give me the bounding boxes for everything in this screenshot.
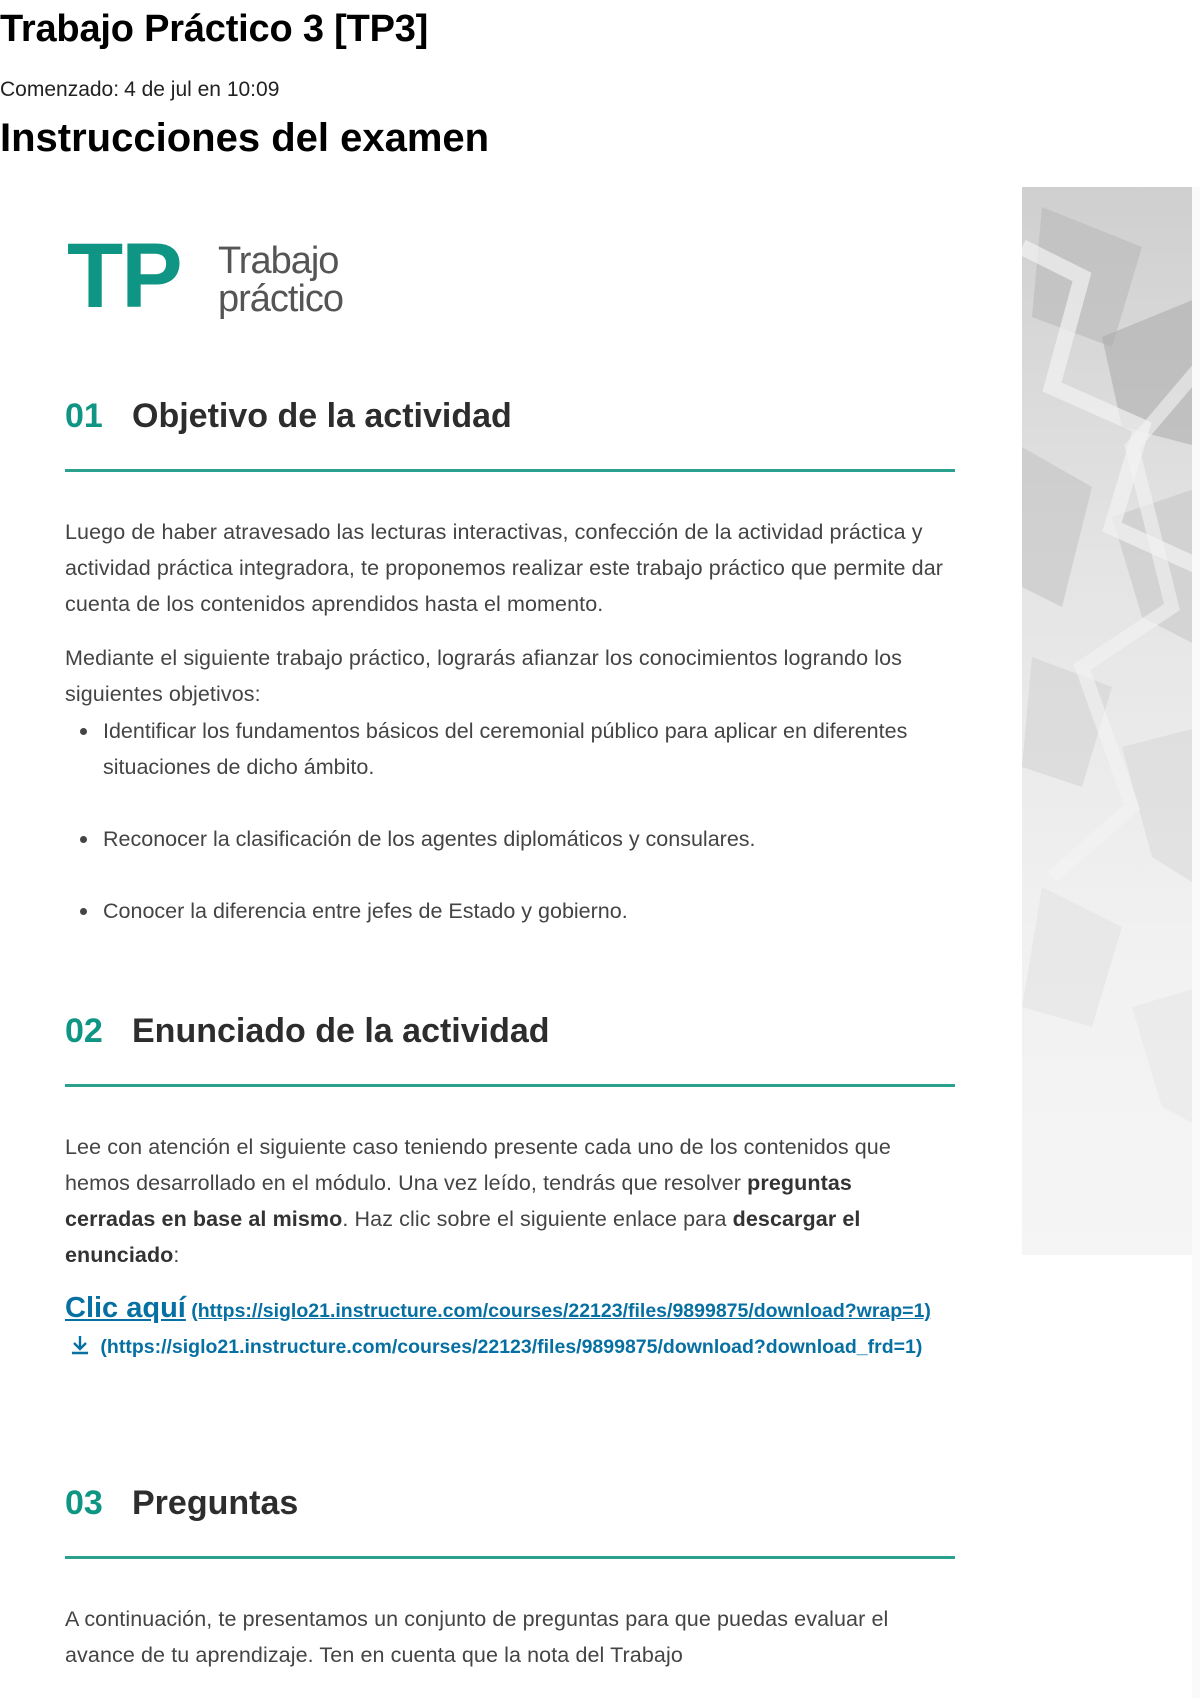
started-info [0, 78, 279, 102]
text-run: . Haz clic sobre el siguiente enlace para [342, 1207, 733, 1231]
bold-text: descargar el enunciado [65, 1207, 861, 1267]
section-03-paragraph: A continuación, te presentamos un conjunto de preguntas para que puedas evaluar el avance de tu aprendizaje. Ten en cuenta que la nota del Trabajo [65, 1607, 889, 1667]
tp-logo-mark: TP [67, 225, 181, 327]
download-icon[interactable] [69, 1332, 91, 1368]
text-run: : [173, 1243, 180, 1267]
instructions-content [65, 225, 955, 1667]
section-title: Objetivo de la actividad [132, 397, 512, 435]
scrollbar-track[interactable] [1192, 187, 1200, 1698]
clic-aqui-link[interactable]: Clic aquí [65, 1292, 186, 1324]
text-run: Lee con atención el siguiente caso teniendo presente cada uno de los contenidos que hemos desarrollado en el módulo. Una vez leído, tendrás que resolver [65, 1135, 891, 1195]
section-title: Preguntas [132, 1484, 299, 1522]
objectives-list [65, 713, 945, 929]
section-02-paragraph [65, 1129, 945, 1273]
tp-logo-line2: práctico [218, 278, 344, 320]
section-title: Enunciado de la actividad [132, 1012, 550, 1050]
started-label: Comenzado: [0, 78, 120, 101]
tp-logo [65, 225, 955, 340]
file-download-link[interactable]: (https://siglo21.instructure.com/courses/22123/files/9899875/download?download_frd=1) [100, 1336, 923, 1358]
page-title: Trabajo Práctico 3 [TP3] [0, 8, 429, 50]
section-number: 02 [65, 1012, 103, 1050]
section-01-header [65, 397, 955, 472]
decorative-side-image [1022, 187, 1200, 1255]
bold-text: preguntas cerradas en base al mismo [65, 1171, 852, 1231]
tp-logo-text [218, 242, 343, 318]
section-02-header [65, 1012, 955, 1087]
list-item: Conocer la diferencia entre jefes de Estado y gobierno. [65, 893, 945, 929]
list-item: Reconocer la clasificación de los agentes diplomáticos y consulares. [65, 821, 945, 857]
download-links [65, 1290, 965, 1368]
instructions-heading: Instrucciones del examen [0, 116, 490, 160]
list-item: Identificar los fundamentos básicos del ceremonial público para aplicar en diferentes situaciones de dicho ámbito. [65, 713, 945, 785]
section-number: 03 [65, 1484, 103, 1522]
file-preview-link[interactable]: (https://siglo21.instructure.com/courses/22123/files/9899875/download?wrap=1) [191, 1300, 931, 1322]
section-number: 01 [65, 397, 103, 435]
section-01-paragraph-2: Mediante el siguiente trabajo práctico, lograrás afianzar los conocimientos logrando los siguientes objetivos: [65, 646, 903, 706]
section-01-paragraph-1: Luego de haber atravesado las lecturas interactivas, confección de la actividad práctica y actividad práctica integradora, te proponemos realizar este trabajo práctico que permite dar cuenta de los contenidos aprendidos hasta el momento. [65, 520, 944, 616]
section-03-header [65, 1484, 955, 1559]
tp-logo-line1: Trabajo [218, 240, 339, 282]
started-value: 4 de jul en 10:09 [124, 78, 280, 101]
